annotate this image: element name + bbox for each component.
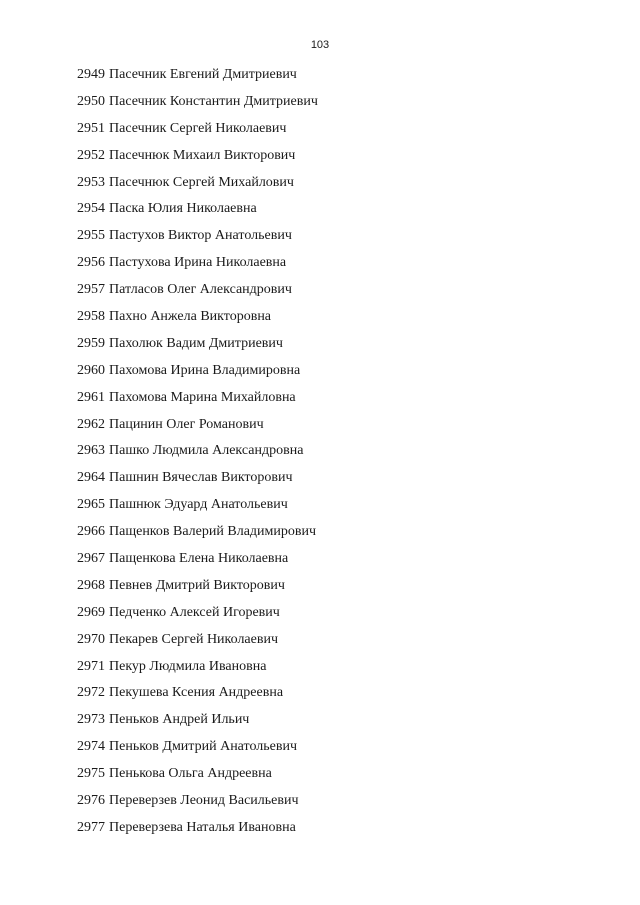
entry-name: Пасечник Евгений Дмитриевич: [109, 67, 297, 82]
entry-name: Пашко Людмила Александровна: [109, 443, 304, 459]
entry-name: Пекарев Сергей Николаевич: [109, 631, 279, 647]
list-item: [77, 387, 318, 414]
entry-name: Пасечнюк Сергей Михайлович: [109, 174, 294, 190]
list-item: [77, 817, 318, 844]
entry-number: 2951: [77, 120, 105, 136]
entry-number: 2975: [77, 766, 105, 782]
list-item: [77, 763, 318, 790]
entry-name: Певнев Дмитрий Викторович: [109, 577, 285, 593]
list-item: [77, 736, 318, 763]
list-item: [77, 494, 318, 521]
list-item: [77, 64, 318, 91]
entry-name: Переверзев Леонид Васильевич: [109, 793, 299, 809]
list-item: [77, 656, 318, 683]
entry-name: Педченко Алексей Игоревич: [109, 604, 280, 620]
list-item: [77, 145, 318, 172]
list-item: [77, 225, 318, 252]
entry-number: 2955: [77, 228, 105, 244]
entry-name: Пасечник Сергей Николаевич: [109, 120, 287, 136]
list-item: [77, 91, 318, 118]
entry-name: Пацинин Олег Романович: [109, 416, 264, 432]
list-item: [77, 790, 318, 817]
entry-list: [77, 64, 318, 844]
entry-number: 2969: [77, 604, 105, 620]
entry-name: Пасечник Константин Дмитриевич: [109, 93, 318, 109]
entry-name: Пащенков Валерий Владимирович: [109, 524, 317, 540]
entry-name: Пастухов Виктор Анатольевич: [109, 228, 292, 244]
entry-number: 2954: [77, 201, 105, 217]
entry-number: 2972: [77, 685, 105, 701]
list-item: [77, 118, 318, 145]
entry-number: 2966: [77, 524, 105, 540]
entry-number: 2971: [77, 658, 105, 674]
entry-name: Пеньков Дмитрий Анатольевич: [109, 739, 298, 755]
list-item: [77, 629, 318, 656]
list-item: [77, 709, 318, 736]
entry-number: 2952: [77, 147, 105, 163]
list-item: [77, 198, 318, 225]
entry-name: Пекур Людмила Ивановна: [109, 658, 267, 674]
entry-name: Патласов Олег Александрович: [109, 282, 292, 298]
list-item: [77, 548, 318, 575]
entry-name: Пашнин Вячеслав Викторович: [109, 470, 293, 486]
entry-name: Пахомова Ирина Владимировна: [109, 362, 301, 378]
list-item: [77, 360, 318, 387]
entry-name: Пекушева Ксения Андреевна: [109, 685, 284, 701]
list-item: [77, 682, 318, 709]
entry-number: 2976: [77, 793, 105, 809]
entry-number: 2964: [77, 470, 105, 486]
list-item: [77, 440, 318, 467]
entry-name: Пахомова Марина Михайловна: [109, 389, 296, 405]
page-number: 103: [310, 39, 330, 51]
entry-number: 2958: [77, 309, 105, 325]
entry-name: Паска Юлия Николаевна: [109, 201, 257, 217]
entry-number: 2970: [77, 631, 105, 647]
entry-number: 2953: [77, 174, 105, 190]
list-item: [77, 333, 318, 360]
list-item: [77, 467, 318, 494]
entry-name: Пастухова Ирина Николаевна: [109, 255, 287, 271]
entry-number: 2960: [77, 362, 105, 378]
entry-name: Пахолюк Вадим Дмитриевич: [109, 335, 283, 351]
entry-number: 2956: [77, 255, 105, 271]
list-item: [77, 575, 318, 602]
entry-name: Пахно Анжела Викторовна: [109, 309, 272, 325]
list-item: [77, 521, 318, 548]
entry-number: 2965: [77, 497, 105, 513]
entry-number: 2959: [77, 335, 105, 351]
entry-number: 2961: [77, 389, 105, 405]
entry-number: 2973: [77, 712, 105, 728]
entry-number: 2962: [77, 416, 105, 432]
entry-number: 2967: [77, 551, 105, 567]
list-item: [77, 252, 318, 279]
entry-number: 2950: [77, 93, 105, 109]
entry-name: Переверзева Наталья Ивановна: [109, 819, 296, 835]
list-item: [77, 602, 318, 629]
entry-name: Пашнюк Эдуард Анатольевич: [109, 497, 288, 513]
entry-number: 2974: [77, 739, 105, 755]
list-item: [77, 279, 318, 306]
entry-number: 2957: [77, 282, 105, 298]
entry-number: 2968: [77, 577, 105, 593]
entry-number: 2977: [77, 819, 105, 835]
list-item: [77, 414, 318, 441]
list-item: [77, 306, 318, 333]
entry-name: Пащенкова Елена Николаевна: [109, 551, 289, 567]
entry-number: 2963: [77, 443, 105, 459]
entry-name: Пенькова Ольга Андреевна: [109, 766, 272, 782]
list-item: [77, 172, 318, 199]
entry-name: Пасечнюк Михаил Викторович: [109, 147, 296, 163]
entry-name: Пеньков Андрей Ильич: [109, 712, 250, 728]
entry-number: 2949: [77, 67, 105, 82]
